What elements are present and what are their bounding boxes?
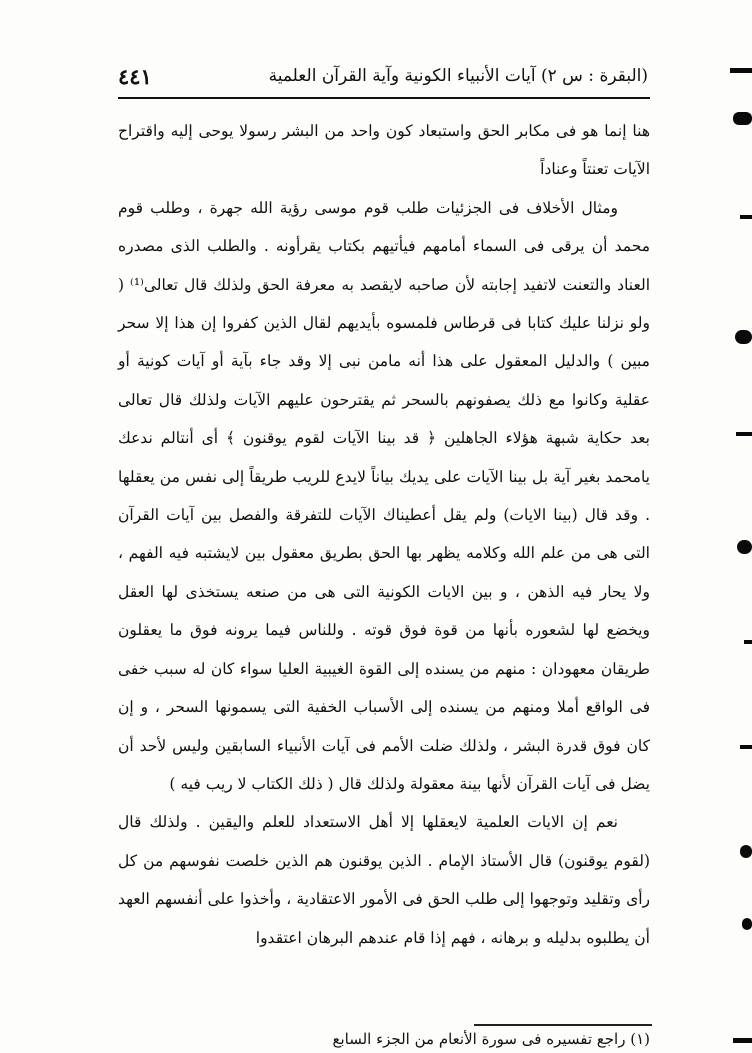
margin-mark [736, 432, 752, 436]
paragraph: ومثال الأخلاف فى الجزئيات طلب قوم موسى رؤية الله جهرة ، وطلب قوم محمد أن يرقى فى السماء أمامهم فيأتيهم بكتاب يقرأونه . والطلب الذى مصدره العناد والتعنت لاتفيد إجابته لأن صاحبه لايقصد به معرفة الحق ولذلك قال تعالى⁽¹⁾ ( ولو نزلنا عليك كتابا فى قرطاس فلمسوه بأيديهم لقال الذين كفروا إن هذا إلا سحر مبين ) والدليل المعقول على هذا أنه مامن نبى إلا وقد جاء بآية أو آيات كونية أو عقلية وكانوا مع ذلك يصفونهم بالسحر ثم يقترحون عليهم الآيات ولذلك قال تعالى بعد حكاية شبهة هؤلاء الجاهلين ﴿ قد بينا الآيات لقوم يوقنون ﴾ أى أنتالم ندعك يامحمد بغير آية بل بينا الآيات على يديك بياناً لايدع للريب طريقاً إلى نفس من يعقلها . وقد قال (بينا الايات) ولم يقل أعطيناك الآيات للتفرقة والفصل بين آيات القرآن التى هى من علم الله وكلامه يظهر بها الحق بطريق معقول بين لايشتبه فيه الفهم ، ولا يحار فيه الذهن ، و بين الايات الكونية التى هى من صنعه يستخذى لها العقل ويخضع لها لشعوره بأنها من قوة فوق قوته . وللناس فيما يرونه فوق ما يعقلون طريقان معهودان : منهم من يسنده إلى القوة الغيبية العليا سواء كان له سبب خفى فى الواقع أملا ومنهم من يسنده إلى الأسباب الخفية التى يسمونها السحر ، و إن كان فوق قدرة البشر ، ولذلك ضلت الأمم فى آيات الأنبياء السابقين وليس لأحد أن يضل فى آيات القرآن لأنها بينة معقولة ولذلك قال ( ذلك الكتاب لا ريب فيه ) [118, 198, 650, 793]
margin-mark [740, 745, 752, 749]
header-rule [118, 97, 650, 99]
page-header [118, 56, 648, 96]
margin-mark [730, 68, 752, 73]
margin-mark [742, 918, 752, 930]
paragraph: نعم إن الايات العلمية لايعقلها إلا أهل الاستعداد للعلم واليقين . ولذلك قال (لقوم يوقنون) قال الأستاذ الإمام . الذين يوقنون هم الذين خلصت نفوسهم من كل رأى وتقليد وتوجهوا إلى طلب الحق فى الأمور الاعتقادية ، وأخذوا على أنفسهم العهد أن يطلبوه بدليله و برهانه ، فهم إذا قام عندهم البرهان اعتقدوا [118, 813, 650, 947]
page-number: ٤٤١ [118, 63, 152, 89]
paragraph: هنا إنما هو فى مكابر الحق واستبعاد كون واحد من البشر رسولا يوحى إليه واقتراح الآيات تعنتاً وعناداً [118, 122, 650, 179]
margin-mark [740, 215, 752, 219]
margin-mark [737, 540, 752, 554]
footnote: (١) راجع تفسيره فى سورة الأنعام من الجزء السابع [332, 1030, 650, 1048]
margin-mark [733, 1038, 752, 1043]
margin-mark [735, 330, 752, 344]
margin-mark [740, 845, 752, 858]
body-text [118, 112, 650, 957]
footnote-rule [474, 1024, 652, 1026]
margin-mark [733, 112, 752, 125]
running-title: (البقرة : س ٢) آيات الأنبياء الكونية وآية القرآن العلمية [268, 66, 648, 86]
margin-mark [744, 640, 752, 644]
